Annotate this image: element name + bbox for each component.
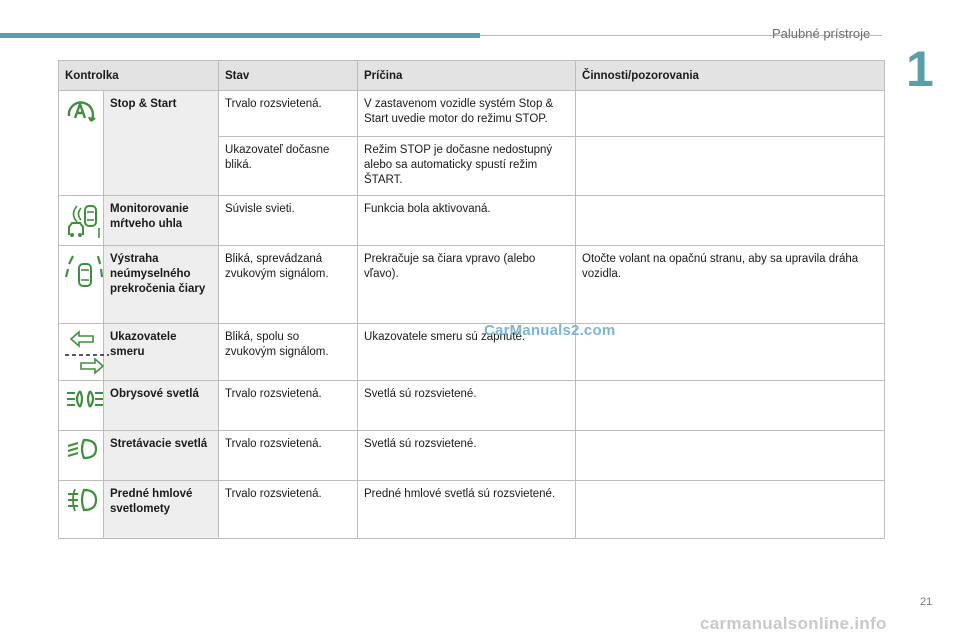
action-cell <box>576 481 885 539</box>
cause-cell: Svetlá sú rozsvietené. <box>358 431 576 481</box>
indicator-name: Stretávacie svetlá <box>104 431 219 481</box>
action-cell <box>576 91 885 137</box>
warning-lights-table <box>58 60 885 539</box>
icon-cell <box>59 431 104 481</box>
state-cell: Trvalo rozsvietená. <box>219 381 358 431</box>
icon-cell <box>59 381 104 431</box>
cause-cell: Režim STOP je dočasne nedostupný alebo sa automaticky spustí režim ŠTART. <box>358 137 576 196</box>
dipped-beam-icon <box>66 437 98 461</box>
column-header-cinnosti: Činnosti/pozorovania <box>576 61 885 91</box>
turn-signal-icon <box>65 330 109 376</box>
action-cell <box>576 137 885 196</box>
indicator-name: Ukazovatele smeru <box>104 324 219 381</box>
table-row <box>59 481 885 539</box>
cause-cell: V zastavenom vozidle systém Stop & Start uvedie motor do režimu STOP. <box>358 91 576 137</box>
icon-cell <box>59 196 104 246</box>
table-header-row <box>59 61 885 91</box>
column-header-pricina: Príčina <box>358 61 576 91</box>
indicator-name: Obrysové svetlá <box>104 381 219 431</box>
table-row <box>59 381 885 431</box>
lane-departure-icon <box>65 252 103 296</box>
indicator-name: Výstraha neúmyselného prekročenia čiary <box>104 246 219 324</box>
stop-start-icon <box>65 97 99 127</box>
table-row <box>59 324 885 381</box>
action-cell <box>576 196 885 246</box>
chapter-number: 1 <box>906 41 934 97</box>
action-cell <box>576 324 885 381</box>
table-row <box>59 196 885 246</box>
cause-cell: Svetlá sú rozsvietené. <box>358 381 576 431</box>
blind-spot-icon <box>65 202 103 240</box>
header-accent-bar <box>0 33 480 38</box>
table-row <box>59 91 885 137</box>
action-cell: Otočte volant na opačnú stranu, aby sa upravila dráha vozidla. <box>576 246 885 324</box>
state-cell: Trvalo rozsvietená. <box>219 431 358 481</box>
action-cell <box>576 381 885 431</box>
cause-cell: Prekračuje sa čiara vpravo (alebo vľavo). <box>358 246 576 324</box>
state-cell: Ukazovateľ dočasne bliká. <box>219 137 358 196</box>
icon-cell <box>59 324 104 381</box>
state-cell: Bliká, spolu so zvukovým signálom. <box>219 324 358 381</box>
table-row <box>59 246 885 324</box>
sidelights-icon <box>65 387 105 411</box>
section-title: Palubné prístroje <box>772 26 871 41</box>
state-cell: Trvalo rozsvietená. <box>219 481 358 539</box>
footer-url: carmanualsonline.info <box>700 614 887 633</box>
icon-cell <box>59 481 104 539</box>
icon-cell <box>59 246 104 324</box>
watermark: CarManuals2.com <box>484 322 616 339</box>
cause-cell: Ukazovatele smeru sú zapnuté. <box>358 324 576 381</box>
state-cell: Bliká, sprevádzaná zvukovým signálom. <box>219 246 358 324</box>
action-cell <box>576 431 885 481</box>
front-fog-icon <box>66 487 98 513</box>
state-cell: Trvalo rozsvietená. <box>219 91 358 137</box>
indicator-name: Stop & Start <box>104 91 219 196</box>
page-number: 21 <box>920 596 933 608</box>
table-row <box>59 431 885 481</box>
column-header-kontrolka: Kontrolka <box>59 61 219 91</box>
column-header-stav: Stav <box>219 61 358 91</box>
cause-cell: Funkcia bola aktivovaná. <box>358 196 576 246</box>
indicator-name: Monitorovanie mŕtveho uhla <box>104 196 219 246</box>
state-cell: Súvisle svieti. <box>219 196 358 246</box>
cause-cell: Predné hmlové svetlá sú rozsvietené. <box>358 481 576 539</box>
icon-cell <box>59 91 104 196</box>
indicator-name: Predné hmlové svetlomety <box>104 481 219 539</box>
